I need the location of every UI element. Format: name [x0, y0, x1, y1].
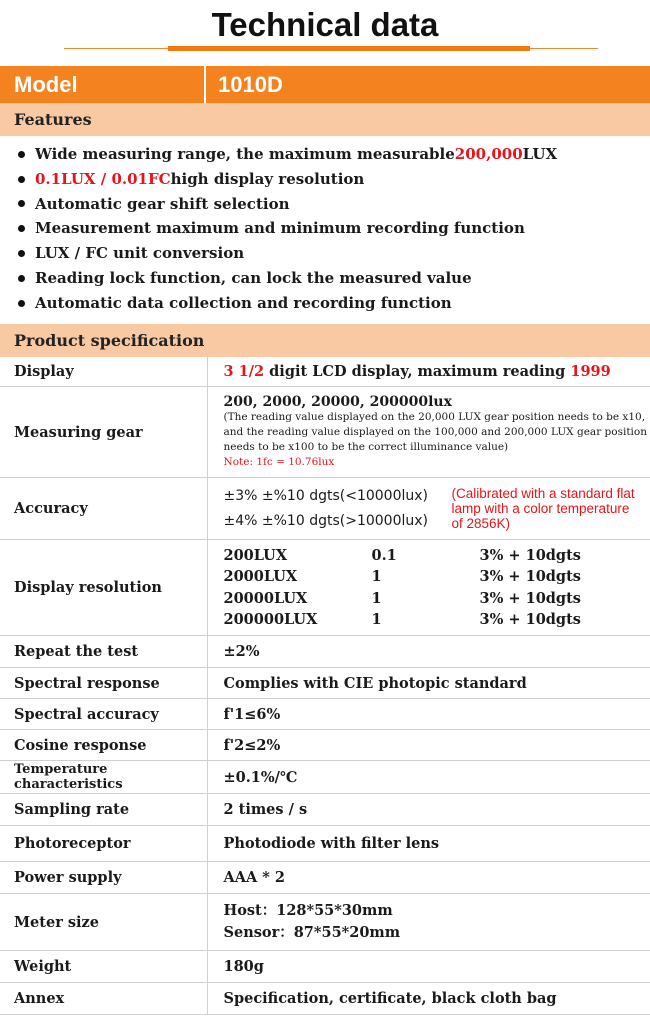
spec-label: Power supply [0, 862, 207, 894]
model-value: 1010D [218, 72, 283, 97]
spec-value: 200, 2000, 20000, 200000lux (The reading value displayed on the 20,000 LUX gear position needs to be x10, and the reading value displayed on the 100,000 and 200,000 LUX gear position needs to be x100 to be the correct illuminance value) Note: 1fc = 10.76lux [207, 387, 650, 478]
spec-label: Weight [0, 951, 207, 983]
spec-label: Repeat the test [0, 636, 207, 668]
feature-item: Measurement maximum and minimum recording function [18, 216, 650, 241]
spec-row-resolution [0, 540, 650, 636]
spec-value: Complies with CIE photopic standard [207, 668, 650, 699]
spec-value: Specification, certificate, black cloth bag [207, 983, 650, 1015]
spec-row-cosine [0, 730, 650, 761]
bullet-icon [18, 200, 25, 207]
spec-value: ±0.1%/℃ [207, 761, 650, 794]
feature-item: Automatic data collection and recording function [18, 291, 650, 316]
spec-value: Host：128*55*30mm Sensor：87*55*20mm [207, 894, 650, 951]
spec-label: Temperature characteristics [0, 761, 207, 794]
spec-value: Photodiode with filter lens [207, 826, 650, 862]
spec-row-spectral-accuracy [0, 699, 650, 730]
spec-label: Accuracy [0, 478, 207, 540]
spec-value: ±2% [207, 636, 650, 668]
spec-row-display [0, 357, 650, 387]
spec-label: Spectral accuracy [0, 699, 207, 730]
spec-value: f'1≤6% [207, 699, 650, 730]
feature-item: Reading lock function, can lock the measured value [18, 266, 650, 291]
spec-value: f'2≤2% [207, 730, 650, 761]
spec-label: Spectral response [0, 668, 207, 699]
spec-label: Annex [0, 983, 207, 1015]
page-title: Technical data [211, 6, 439, 43]
spec-row-sampling [0, 794, 650, 826]
spec-label: Cosine response [0, 730, 207, 761]
spec-row-accuracy [0, 478, 650, 540]
spec-row-spectral-response [0, 668, 650, 699]
spec-value: 200LUX 0.1 3% + 10dgts 2000LUX 1 3% + 10dgts 20000LUX 1 3% + 10dgts 200000LUX 1 3% + 10dgts [207, 540, 650, 636]
model-row [0, 66, 650, 103]
features-list [0, 136, 650, 324]
features-heading: Features [0, 103, 650, 136]
spec-label: Display resolution [0, 540, 207, 636]
bullet-icon [18, 275, 25, 282]
page-header [0, 0, 650, 66]
spec-label: Measuring gear [0, 387, 207, 478]
spec-label: Photoreceptor [0, 826, 207, 862]
spec-value: 180g [207, 951, 650, 983]
spec-row-size [0, 894, 650, 951]
spec-label: Sampling rate [0, 794, 207, 826]
feature-item: Automatic gear shift selection [18, 192, 650, 217]
feature-item: Wide measuring range, the maximum measurable 200,000 LUX [18, 142, 650, 167]
spec-heading: Product specification [0, 324, 650, 357]
spec-row-annex [0, 983, 650, 1015]
feature-item: 0.1LUX / 0.01FC high display resolution [18, 167, 650, 192]
bullet-icon [18, 176, 25, 183]
spec-row-temperature [0, 761, 650, 794]
accuracy-note: (Calibrated with a standard flat lamp with a color temperature of 2856K) [451, 486, 635, 532]
spec-value: 3 1/2 digit LCD display, maximum reading 1999 [207, 357, 650, 387]
spec-value: 2 times / s [207, 794, 650, 826]
bullet-icon [18, 151, 25, 158]
spec-row-gear [0, 387, 650, 478]
spec-row-weight [0, 951, 650, 983]
spec-row-photoreceptor [0, 826, 650, 862]
spec-row-repeat [0, 636, 650, 668]
feature-item: LUX / FC unit conversion [18, 241, 650, 266]
title-accent-bar [168, 46, 530, 51]
spec-value: AAA * 2 [207, 862, 650, 894]
bullet-icon [18, 225, 25, 232]
model-label: Model [0, 66, 206, 103]
spec-label: Display [0, 357, 207, 387]
bullet-icon [18, 250, 25, 257]
spec-row-power [0, 862, 650, 894]
spec-table [0, 357, 650, 1016]
bullet-icon [18, 300, 25, 307]
spec-label: Meter size [0, 894, 207, 951]
spec-value: ±3% ±%10 dgts(<10000lux) ±4% ±%10 dgts(>10000lux) (Calibrated with a standard flat lamp with a color temperature of 2856K) [207, 478, 650, 540]
